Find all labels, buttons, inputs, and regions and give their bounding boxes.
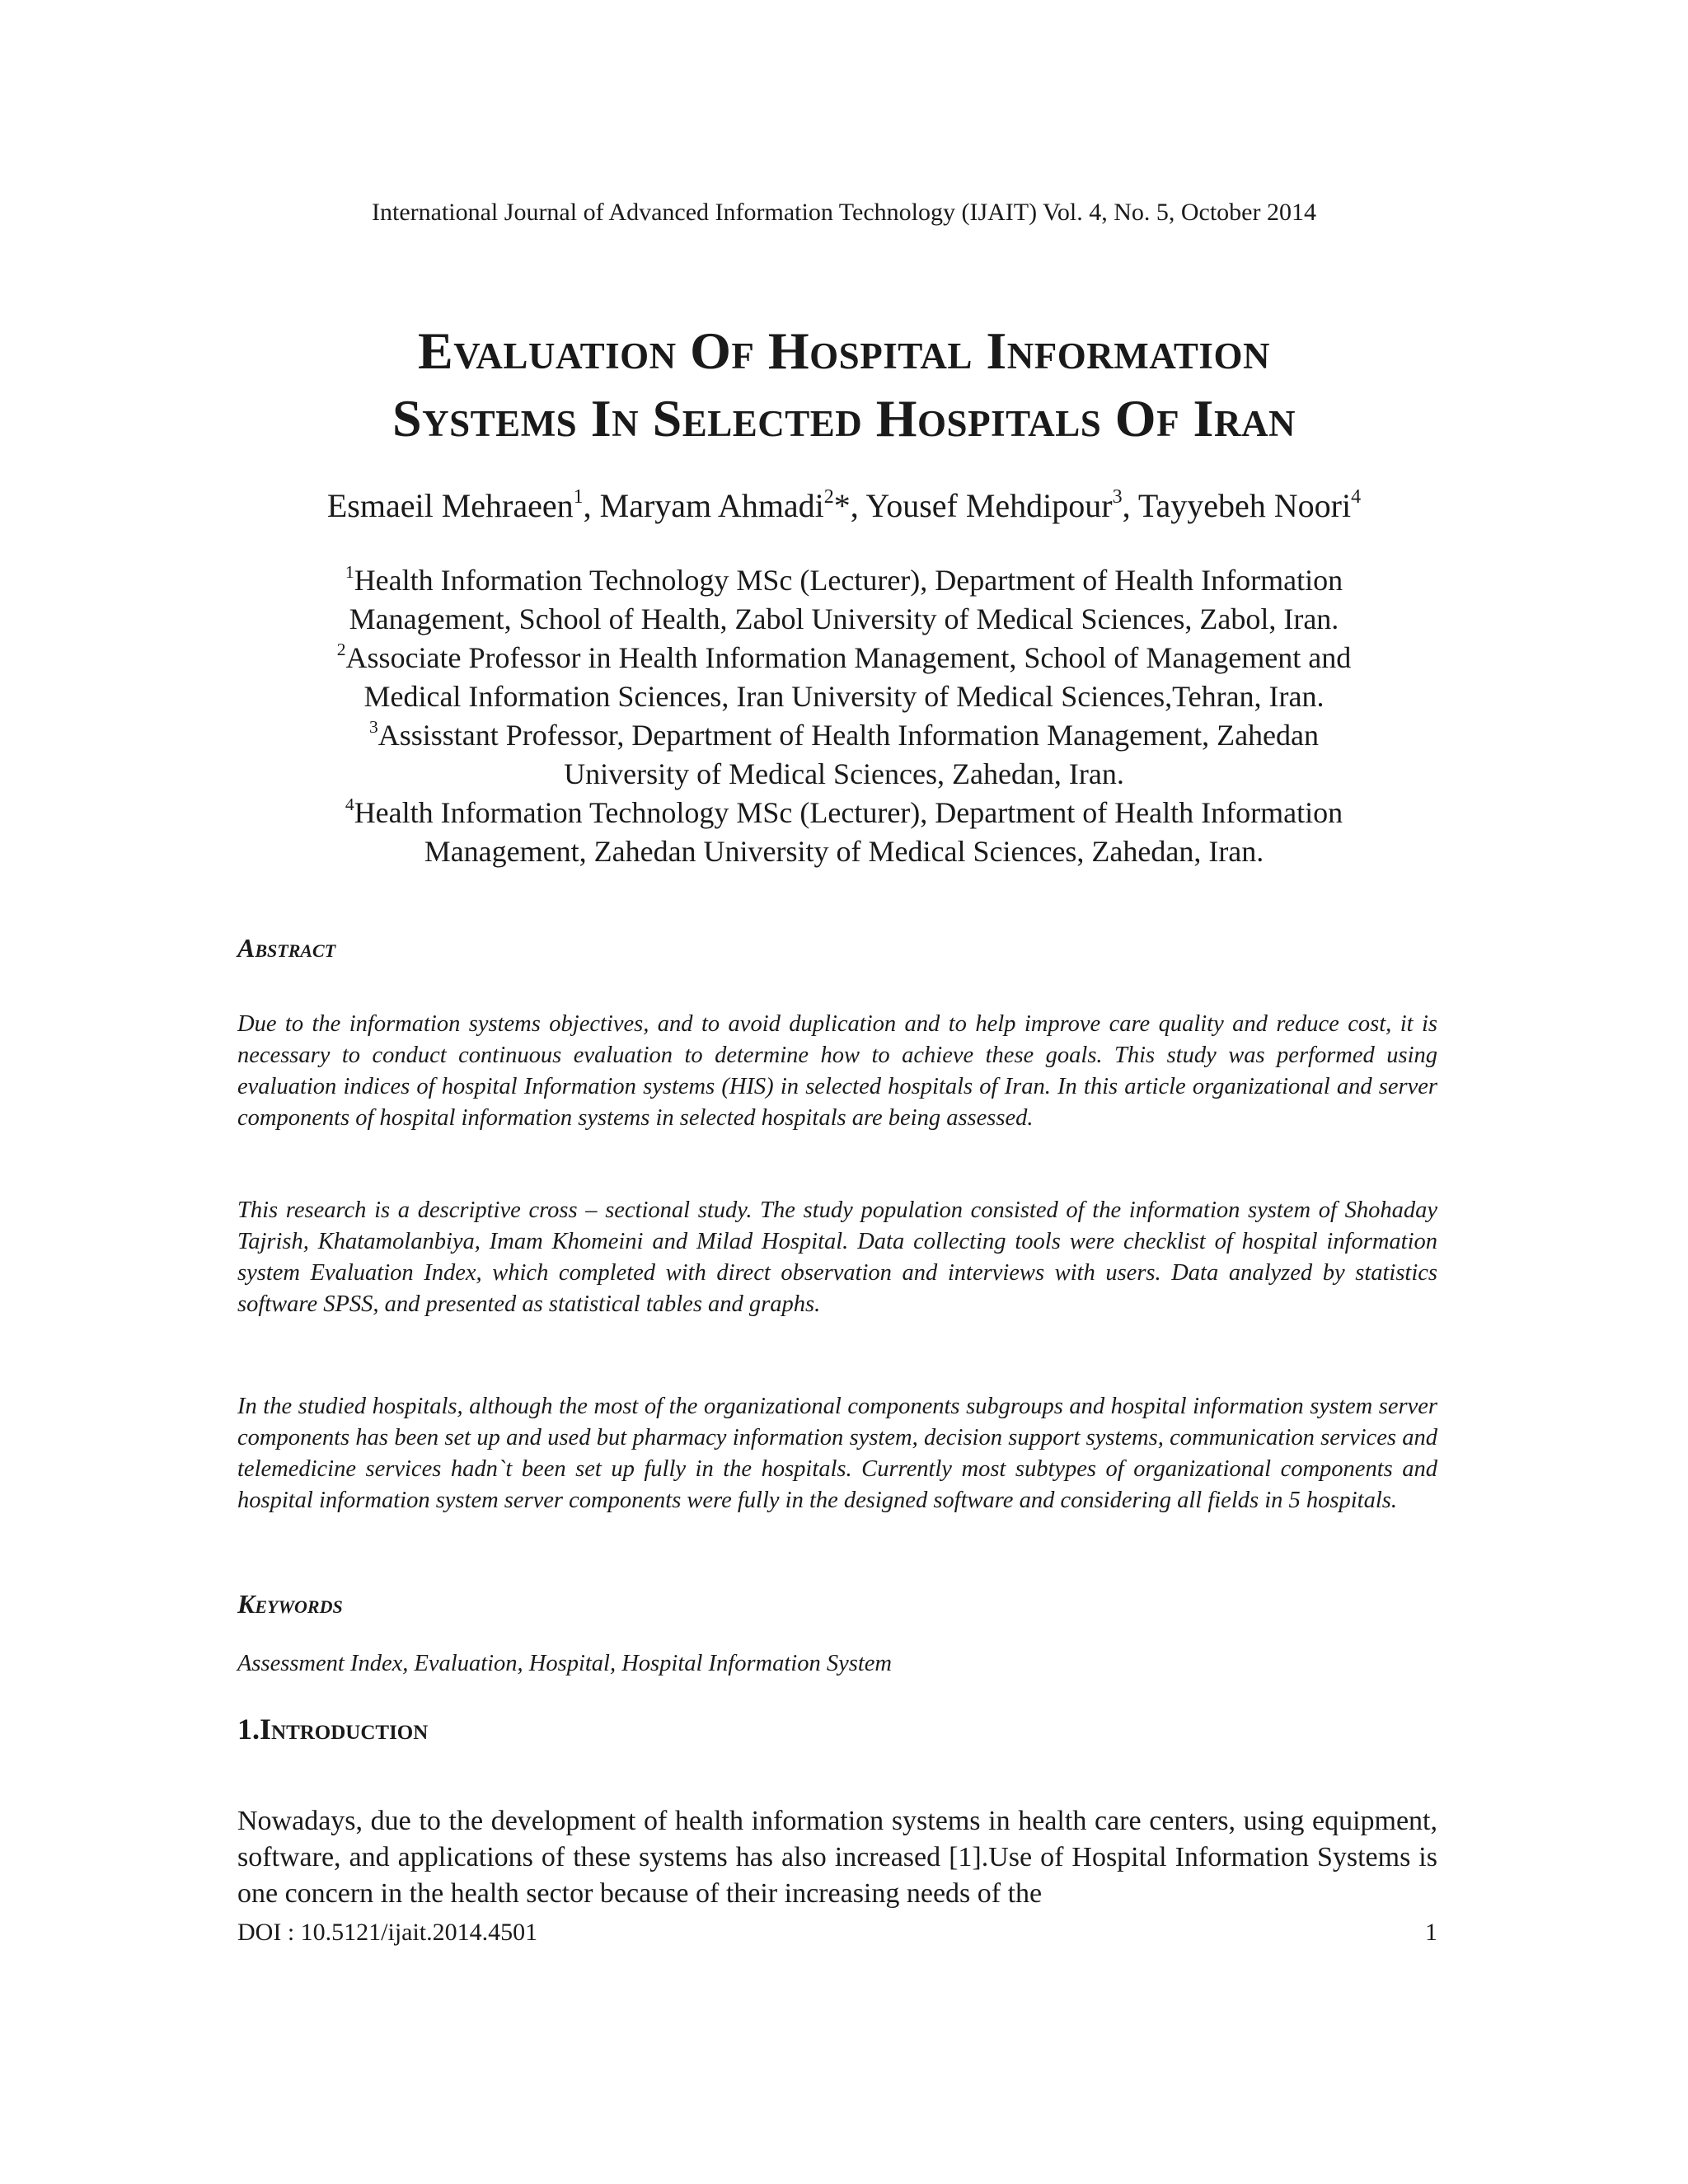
corresponding-author-mark: * (833, 487, 851, 524)
paper-title (0, 317, 1688, 452)
affiliation-line: Management, School of Health, Zabol University of Medical Sciences, Zabol, Iran. (349, 602, 1339, 635)
affiliation-number: 2 (336, 639, 346, 659)
journal-header: International Journal of Advanced Information Technology (IJAIT) Vol. 4, No. 5, October 2014 (372, 199, 1316, 226)
affiliation-line (0, 794, 1688, 832)
author-name: Tayyebeh Noori (1137, 487, 1352, 524)
affiliation-line: University of Medical Sciences, Zahedan, Iran. (564, 757, 1124, 790)
author-name: Yousef Mehdipour (865, 487, 1113, 524)
author-affil-marker: 4 (1351, 486, 1362, 509)
introduction-heading: 1.Introduction (237, 1713, 429, 1746)
affiliations (0, 561, 1688, 871)
author-list (0, 485, 1688, 527)
affiliation-line (0, 639, 1688, 677)
abstract-heading: Abstract (237, 933, 336, 963)
author-name: Maryam Ahmadi (599, 487, 824, 524)
affiliation-line (0, 561, 1688, 600)
author-separator: , (1122, 487, 1138, 524)
abstract-paragraph: Due to the information systems objectives, and to avoid duplication and to help improve care quality and reduce cost, it is necessary to conduct continuous evaluation to determine how to achieve these goals. This study was performed using evaluation indices of hospital Information systems (HIS) in selected hospitals of Iran. In this article organizational and server components of hospital information systems in selected hospitals are being assessed. (237, 1011, 1437, 1131)
author-name: Esmaeil Mehraeen (326, 487, 574, 524)
introduction-paragraph: Nowadays, due to the development of health information systems in health care centers, using equipment, software, and applications of these systems has also increased [1].Use of Hospital Information Systems is one concern in the health sector because of their increasing needs of the (237, 1806, 1437, 1909)
affiliation-text: Health Information Technology MSc (Lecturer), Department of Health Information (354, 564, 1343, 597)
title-line-1: Evaluation Of Hospital Information (418, 321, 1270, 380)
keywords-heading: Keywords (237, 1589, 343, 1619)
abstract-paragraph: In the studied hospitals, although the most of the organizational components subgroups and hospital information system server components has been set up and used but pharmacy information system, decision support systems, communication services and telemedicine services hadn`t been set up fully in the hospitals. Currently most subtypes of organizational components and hospital information system server components were fully in the designed software and considering all fields in 5 hospitals. (237, 1394, 1437, 1513)
affiliation-line (0, 716, 1688, 755)
author-separator: , (583, 487, 600, 524)
page-number: 1 (1425, 1919, 1437, 1946)
affiliation-line: Management, Zahedan University of Medical Sciences, Zahedan, Iran. (424, 835, 1264, 868)
author-affil-marker: 3 (1112, 486, 1123, 509)
doi-footer: DOI : 10.5121/ijait.2014.4501 (237, 1919, 538, 1946)
author-separator: , (850, 487, 866, 524)
affiliation-text: Assisstant Professor, Department of Health Information Management, Zahedan (377, 719, 1320, 752)
affiliation-number: 1 (345, 561, 354, 582)
author-affil-marker: 2 (823, 486, 834, 509)
author-affil-marker: 1 (573, 486, 584, 509)
affiliation-line: Medical Information Sciences, Iran University of Medical Sciences,Tehran, Iran. (363, 680, 1325, 713)
affiliation-number: 3 (368, 716, 378, 737)
keywords-text: Assessment Index, Evaluation, Hospital, Hospital Information System (237, 1651, 892, 1676)
title-line-2: Systems In Selected Hospitals Of Iran (392, 389, 1296, 448)
affiliation-text: Health Information Technology MSc (Lecturer), Department of Health Information (354, 796, 1343, 829)
affiliation-number: 4 (345, 794, 354, 814)
affiliation-text: Associate Professor in Health Information Management, School of Management and (345, 641, 1352, 674)
abstract-paragraph: This research is a descriptive cross – sectional study. The study population consisted of the information system of Shohaday Tajrish, Khatamolanbiya, Imam Khomeini and Milad Hospital. Data collecting tools were checklist of hospital information system Evaluation Index, which completed with direct observation and interviews with users. Data analyzed by statistics software SPSS, and presented as statistical tables and graphs. (237, 1197, 1437, 1317)
